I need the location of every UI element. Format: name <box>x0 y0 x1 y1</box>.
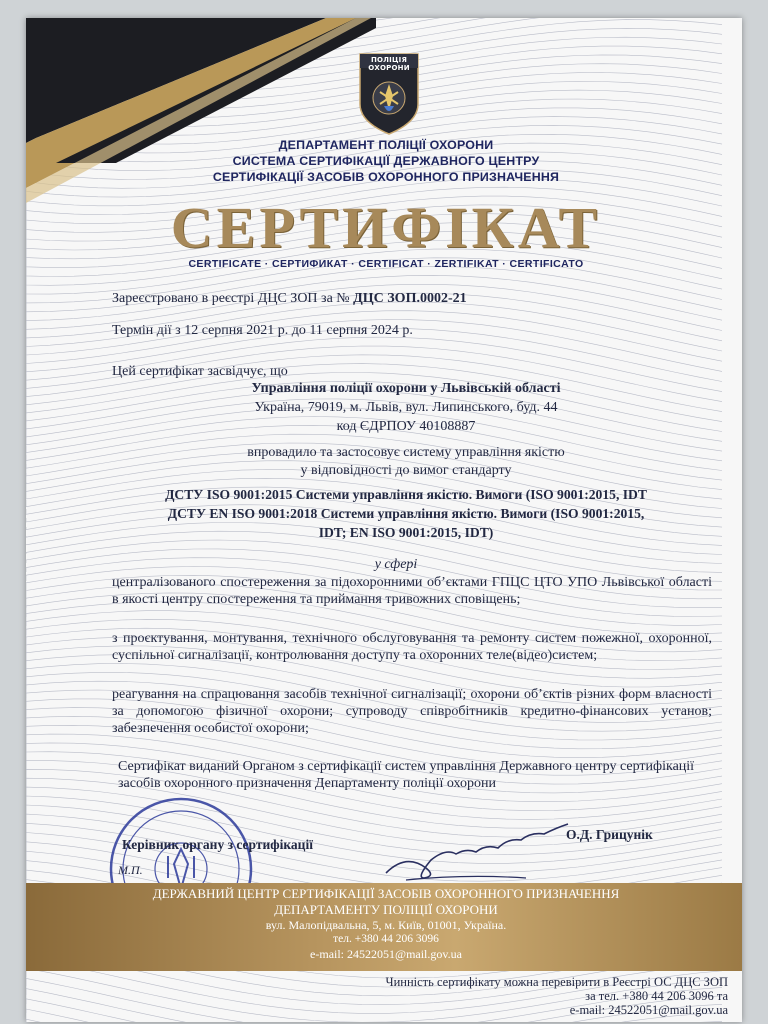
verify-line2: за тел. +380 44 206 3096 та <box>585 989 728 1003</box>
statement-line2: у відповідності до вимог стандарту <box>300 463 512 478</box>
issued-by: Сертифікат виданий Органом з сертифікації систем управління Державного центру сертифікації засобів охоронного призначення Департаменту поліції охорони <box>118 759 695 791</box>
footer-address: вул. Малопідвальна, 5, м. Київ, 01001, Україна. <box>265 918 507 932</box>
validity-period: Термін дії з 12 серпня 2021 р. до 11 серпня 2024 р. <box>112 323 413 338</box>
standard-line3: IDT; EN ISO 9001:2015, IDT) <box>318 525 494 540</box>
verify-line1: Чинність сертифікату можна перевірити в Реєстрі ОС ДЦС ЗОП <box>385 975 728 989</box>
signature-icon <box>376 818 576 888</box>
standard-line1: ДСТУ ISO 9001:2015 Системи управління якістю. Вимоги (ISO 9001:2015, IDT <box>165 487 647 502</box>
emblem-label: ПОЛІЦІЯ ОХОРОНИ <box>368 56 410 72</box>
statement-line1: впровадило та застосовує систему управління якістю <box>247 445 565 460</box>
verify-line3: e-mail: 24522051@mail.gov.ua <box>569 1003 728 1017</box>
scope-paragraph-3: реагування на спрацювання засобів технічної сигналізації; охорони об’єктів різних форм власності за допомогою фізичної охорони; супроводу співробітників кредитно-фінансових установ; забезпечення особистої охорони; <box>112 687 712 736</box>
registration-line <box>112 290 672 307</box>
header-department: ДЕПАРТАМЕНТ ПОЛІЦІЇ ОХОРОНИ <box>278 138 494 152</box>
footer-center-name: ДЕРЖАВНИЙ ЦЕНТР СЕРТИФІКАЦІЇ ЗАСОБІВ ОХОРОННОГО ПРИЗНАЧЕННЯ <box>152 886 620 901</box>
signatory-name: О.Д. Грицунік <box>566 827 653 842</box>
scope-paragraph-2: з проєктування, монтування, технічного обслуговування та ремонту систем пожежної, охоронної, суспільної сигналізації, контролювання доступу та охоронних теле(відео)систем; <box>112 631 712 663</box>
header-system: СИСТЕМА СЕРТИФІКАЦІЇ ДЕРЖАВНОГО ЦЕНТРУ <box>232 154 540 168</box>
footer-phone: тел. +380 44 206 3096 <box>333 933 439 945</box>
footer-email: e-mail: 24522051@mail.gov.ua <box>310 947 462 961</box>
seal-place-label: М.П. <box>118 863 143 877</box>
scope-paragraph-1: централізованого спостереження за підохоронними об’єктами ГПЦС ЦТО УПО Львівської області в якості центру спостереження та приймання тривожних сповіщень; <box>112 575 712 607</box>
registration-number: ДЦС ЗОП.0002-21 <box>353 291 467 306</box>
header-center: СЕРТИФІКАЦІЇ ЗАСОБІВ ОХОРОННОГО ПРИЗНАЧЕННЯ <box>212 170 560 184</box>
certificate-title: СЕРТИФІКАТ <box>170 195 602 260</box>
organization-address: Україна, 79019, м. Львів, вул. Липинського, буд. 44 <box>254 400 558 415</box>
signatory-role: Керівник органу з сертифікації <box>122 837 313 852</box>
intro-text: Цей сертифікат засвідчує, що <box>112 364 288 379</box>
certificate-subtitle: CERTIFICATE · СЕРТИФИКАТ · CERTIFICAT · ZERTIFIKAT · CERTIFICATO <box>188 258 584 270</box>
scope-label: у сфері <box>374 557 418 572</box>
footer-department: ДЕПАРТАМЕНТУ ПОЛІЦІЇ ОХОРОНИ <box>274 902 498 917</box>
standard-line2: ДСТУ EN ISO 9001:2018 Системи управління якістю. Вимоги (ISO 9001:2015, <box>167 506 645 521</box>
organization-code: код ЄДРПОУ 40108887 <box>336 419 476 434</box>
certificate-sheet <box>26 18 742 1022</box>
registration-label: Зареєстровано в реєстрі ДЦС ЗОП за № <box>112 291 350 306</box>
organization-name: Управління поліції охорони у Львівській області <box>251 381 561 396</box>
